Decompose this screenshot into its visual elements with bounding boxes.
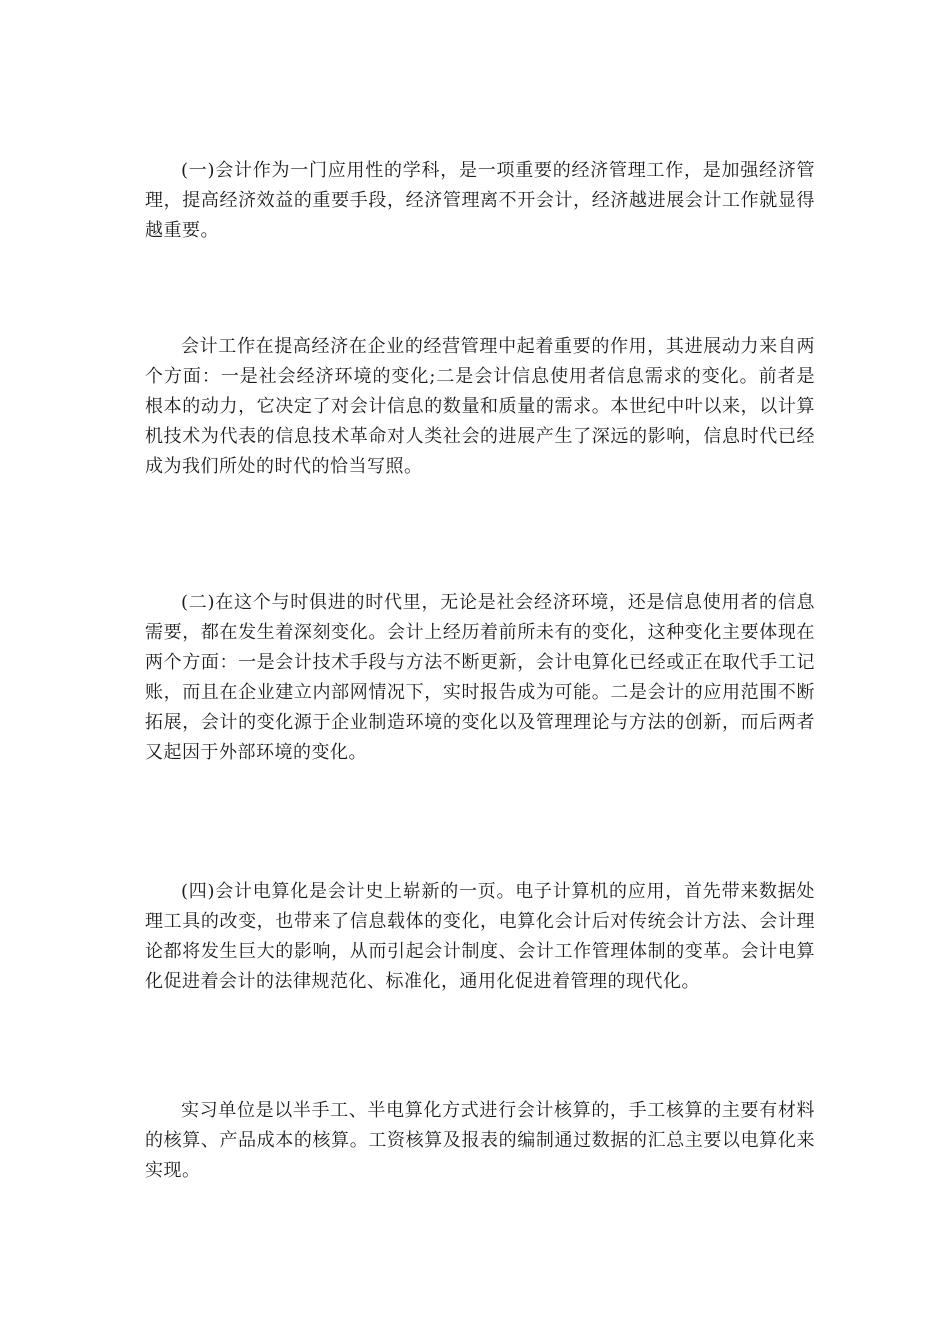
paragraph-2: 会计工作在提高经济在企业的经营管理中起着重要的作用，其进展动力来自两个方面：一是社会经济环境的变化;二是会计信息使用者信息需求的变化。前者是根本的动力，它决定了对会计信息的数量和质量的需求。本世纪中叶以来，以计算机技术为代表的信息技术革命对人类社会的进展产生了深远的影响，信息时代已经成为我们所处的时代的恰当写照。 [145, 336, 815, 477]
paragraph-4: (四)会计电算化是会计史上崭新的一页。电子计算机的应用，首先带来数据处理工具的改变，也带来了信息载体的变化，电算化会计后对传统会计方法、会计理论都将发生巨大的影响，从而引起会计制度、会计工作管理体制的变革。会计电算化促进着会计的法律规范化、标准化，通用化促进着管理的现代化。 [145, 881, 815, 992]
paragraph-1: (一)会计作为一门应用性的学科，是一项重要的经济管理工作，是加强经济管理，提高经济效益的重要手段，经济管理离不开会计，经济越进展会计工作就显得越重要。 [145, 160, 815, 241]
paragraph-5: 实习单位是以半手工、半电算化方式进行会计核算的，手工核算的主要有材料的核算、产品成本的核算。工资核算及报表的编制通过数据的汇总主要以电算化来实现。 [145, 1100, 815, 1181]
paragraph-3: (二)在这个与时俱进的时代里，无论是社会经济环境，还是信息使用者的信息需要，都在发生着深刻变化。会计上经历着前所未有的变化，这种变化主要体现在两个方面：一是会计技术手段与方法不断更新，会计电算化已经或正在取代手工记账，而且在企业建立内部网情况下，实时报告成为可能。二是会计的应用范围不断拓展，会计的变化源于企业制造环境的变化以及管理理论与方法的创新，而后两者又起因于外部环境的变化。 [145, 592, 815, 763]
